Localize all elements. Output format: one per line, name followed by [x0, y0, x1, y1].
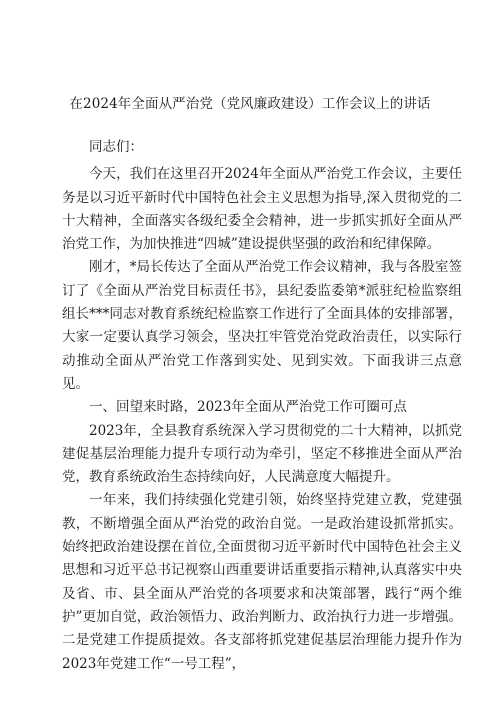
document-title: 在2024年全面从严治党（党风廉政建设）工作会议上的讲话 — [69, 96, 431, 112]
section-paragraph: 一年来，我们持续强化党建引领，始终坚持党建立教，党建强教，不断增强全面从严治党的政治自觉。一是政治建设抓常抓实。始终把政治建设摆在首位,全面贯彻习近平新时代中国特色社会主义思想和习近平总书记视察山西重要讲话重要指示精神,认真落实中央及省、市、县全面从严治党的各项要求和决策部署，践行“两个维护”更加自觉，政治领悟力、政治判断力、政治执行力进一步增强。二是党建工作提质提效。各支部将抓党建促基层治理能力提升作为2023年党建工作“一号工程”， — [62, 492, 462, 672]
document-body — [62, 136, 462, 676]
body-paragraph: 今天，我们在这里召开2024年全面从严治党工作会议，主要任务是以习近平新时代中国特色社会主义思想为指导,深入贯彻党的二十大精神，全面落实各级纪委全会精神，进一步抓实抓好全面从严治党工作，为加快推进“四城”建设提供坚强的政治和纪律保障。 — [62, 166, 462, 253]
section-paragraph: 2023年，全县教育系统深入学习贯彻党的二十大精神，以抓党建促基层治理能力提升专项行动为牵引，坚定不移推进全面从严治党，教育系统政治生态持续向好，人民满意度大幅提升。 — [62, 422, 462, 486]
section-heading: 一、回望来时路，2023年全面从严治党工作可圈可点 — [89, 399, 407, 416]
salutation: 同志们： — [89, 139, 143, 155]
body-paragraph: 刚才，*局长传达了全面从严治党工作会议精神，我与各股室签订了《全面从严治党目标责任书》，县纪委监委第*派驻纪检监察组组长***同志对教育系统纪检监察工作进行了全面具体的安排部署，大家一定要认真学习领会，坚决扛牢管党治党政治责任，以实际行动推动全面从严治党工作落到实处、见到实效。下面我讲三点意见。 — [62, 259, 462, 392]
